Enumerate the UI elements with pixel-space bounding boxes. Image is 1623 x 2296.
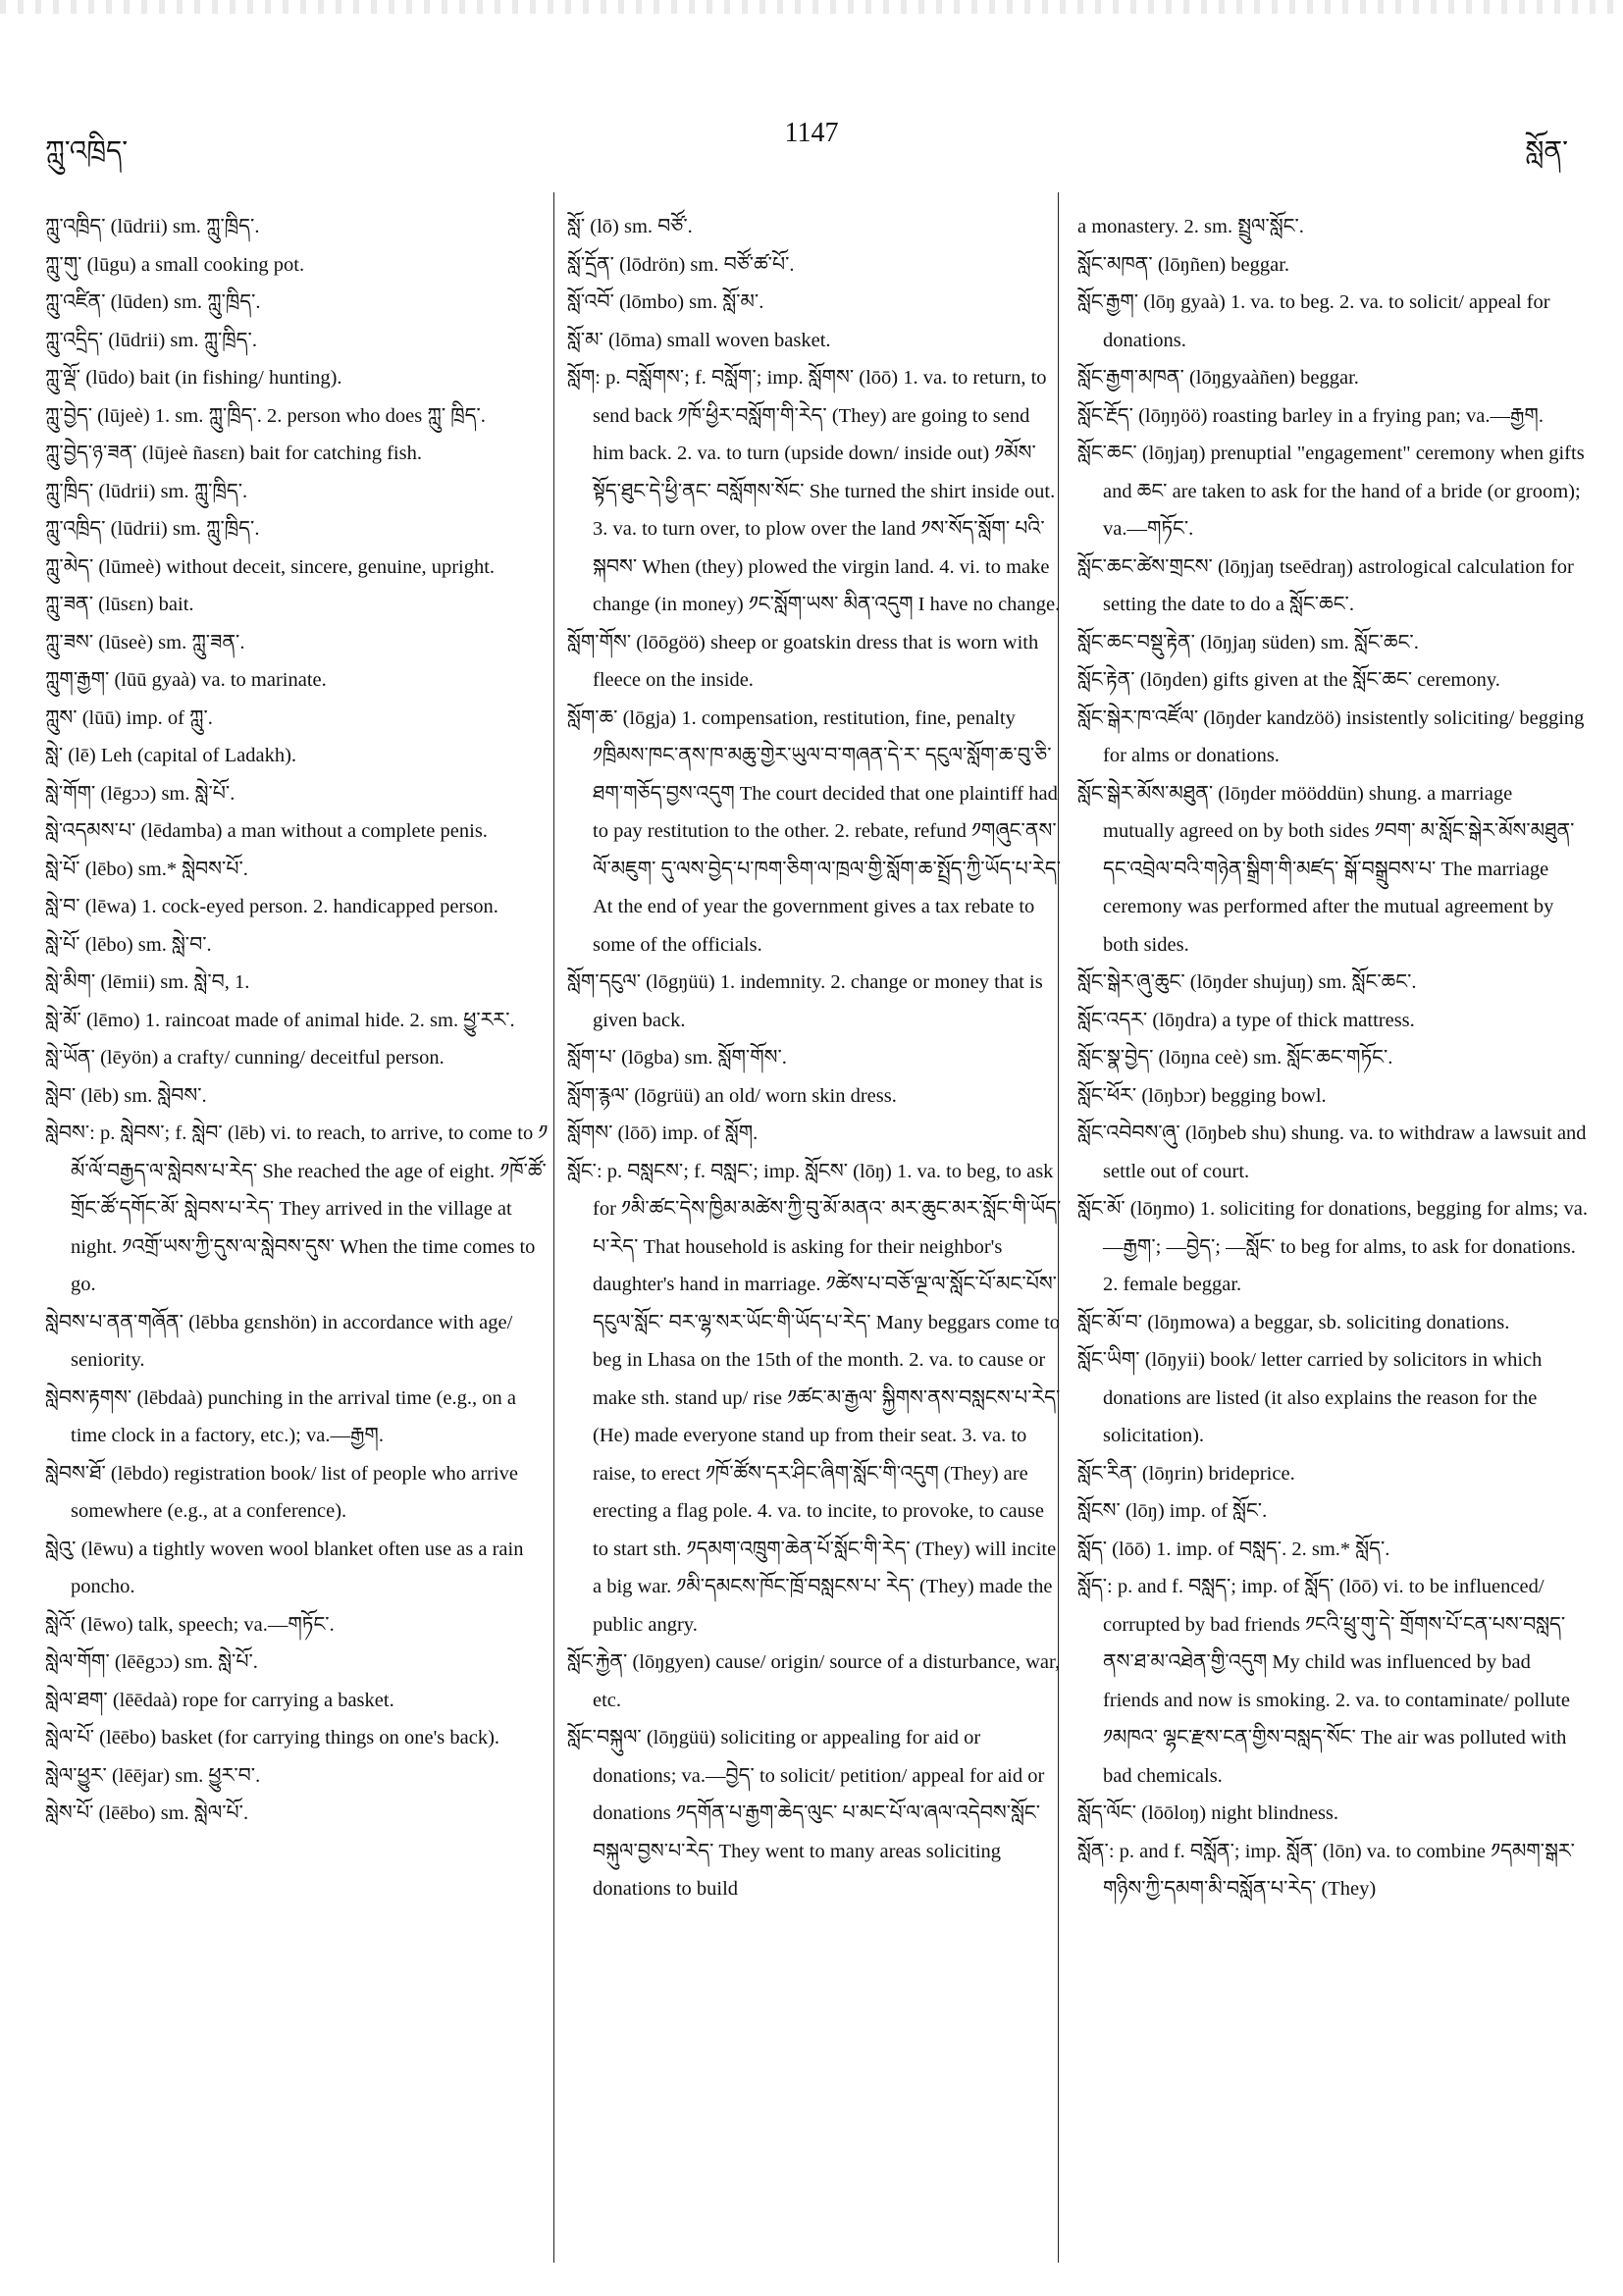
dictionary-entry: སློན་: p. and f. བསློན་; imp. སློན་ (lōn) va. to combine ༡དམག་སྒར་གཉིས་ཀྱི་དམག་མི་བསློན་པ་རེད་ (They): [1077, 1840, 1575, 1900]
dictionary-entry: ཀླུ་བྱེད་ཉ་ཟན་ (lūjeè ñasɛn) bait for catching fish.: [45, 443, 422, 464]
dictionary-entry: སླེས་པོ་ (lēēbo) sm. སླེལ་པོ་.: [45, 1802, 249, 1824]
scan-edge-artifact: [0, 0, 1623, 14]
dictionary-entry: སླེབས་པ་ནན་གཞོན་ (lēbba gɛnshön) in accordance with age/ seniority.: [45, 1311, 513, 1371]
page-number: 1147: [784, 118, 839, 148]
dictionary-entry: ཀླུག་རྒྱག་ (lūū gyaà) va. to marinate.: [45, 669, 327, 691]
dictionary-entry: སླེ་གོག་ (lēgɔɔ) sm. སླེ་པོ་.: [45, 782, 236, 805]
dictionary-entry: སློང་རྟེན་ (lōŋden) gifts given at the སློང་ཆང་ ceremony.: [1077, 669, 1500, 691]
dictionary-entry: ཀླུ་ཁྲིད་ (lūdrii) sm. ཀླུ་ཁྲིད་.: [45, 480, 248, 502]
dictionary-entry: སློག་རྙལ་ (lōgrüü) an old/ worn skin dress.: [567, 1084, 897, 1107]
dictionary-entry: སློང་སྣ་བྱེད་ (lōŋna ceè) sm. སློང་ཆང་གཏོང་.: [1077, 1047, 1393, 1069]
dictionary-entry: སླེ་མིག་ (lēmii) sm. སླེ་བ, 1.: [45, 971, 250, 993]
dictionary-entry: ཀླུ་འཁྲིད་ (lūdrii) sm. ཀླུ་ཁྲིད་.: [45, 518, 260, 540]
dictionary-entry: ཀླུ་ཟས་ (lūseè) sm. ཀླུ་ཟན་.: [45, 631, 245, 653]
dictionary-entry: སླེའུ་ (lēwu) a tightly woven wool blanket often use as a rain poncho.: [45, 1538, 524, 1597]
dictionary-entry: ཀླུ་མེད་ (lūmeè) without deceit, sincere, genuine, upright.: [45, 555, 496, 578]
dictionary-entry: སློ་འབོ་ (lōmbo) sm. སློ་མ་.: [567, 291, 764, 313]
dictionary-entry: སློག་པ་ (lōgba) sm. སློག་གོས་.: [567, 1047, 787, 1069]
dictionary-entry: སླེ་མོ་ (lēmo) 1. raincoat made of animal hide. 2. sm. ཕྱུ་རར་.: [45, 1009, 515, 1031]
dictionary-entry: སློང་: p. བསླངས་; f. བསླང་; imp. སློངས་ (lōŋ) 1. va. to beg, to ask for ༡མི་ཚང་དེས་ཁྱིམ་མཚེས་ཀྱི་བུ་མོ་མནའ་ མར་ཆུང་མར་སློང་གི་ཡོད་པ་རེད་ That household is asking for their neighbor's daughter's hand in marriage. ༡ཚེས་པ་བཅོ་ལྔ་ལ་སློང་པོ་མང་པོས་དངུལ་སློང་ བར་ལྷ་སར་ཡོང་གི་ཡོད་པ་རེད་ Many beggars come to beg in Lhasa on the 15th of the month. 2. va. to cause or make sth. stand up/ rise ༡ཚང་མ་རྒྱལ་ སྐྱིགས་ནས་བསླངས་པ་རེད་ (He) made everyone stand up from their seat. 3. va. to raise, to erect ༡ཁོ་ཚོས་དར་ཤིང་ཞིག་སློང་གི་འདུག (They) are erecting a flag pole. 4. va. to incite, to provoke, to cause to start sth. ༡དམག་འཁྲུག་ཆེན་པོ་སློང་གི་རེད་ (They) will incite a big war. ༡མི་དམངས་ཁོང་ཁྲོ་བསླངས་པ་ རེད་ (They) made the public angry.: [567, 1160, 1062, 1636]
dictionary-entry: སློང་འདར་ (lōŋdra) a type of thick mattress.: [1077, 1009, 1415, 1031]
dictionary-entry: a monastery. 2. sm. སྤྲུལ་སློང་.: [1077, 216, 1304, 237]
dictionary-entry: སློང་རྒྱག་ (lōŋ gyaà) 1. va. to beg. 2. va. to solicit/ appeal for donations.: [1077, 291, 1550, 351]
dictionary-entry: ཀླུ་བྱེད་ (lūjeè) 1. sm. ཀླུ་ཁྲིད་. 2. person who does ཀླུ་ ཁྲིད་.: [45, 404, 486, 427]
dictionary-entry: སློ་མ་ (lōma) small woven basket.: [567, 329, 831, 351]
dictionary-entry: སློང་མོ་བ་ (lōŋmowa) a beggar, sb. soliciting donations.: [1077, 1311, 1510, 1333]
dictionary-entry: སློང་མོ་ (lōŋmo) 1. soliciting for donations, begging for alms; va.—རྒྱག་; —བྱེད་; —སློང་ to beg for alms, to ask for donations. 2. female beggar.: [1077, 1198, 1588, 1295]
dictionary-entry: སློག: p. བསློགས་; f. བསློག་; imp. སློགས་ (lōō) 1. va. to return, to send back ༡ཁོ་ཕྱིར་བསློག་གི་རེད་ (They) are going to send him back. 2. va. to turn (upside down/ inside out) ༡མོས་སྟོད་ཐུང་དེ་ཕྱི་ནང་ བསློགས་སོང་ She turned the shirt inside out. 3. va. to turn over, to plow over the land ༡ས་སོད་སློག་ པའི་སྐབས་ When (they) plowed the virgin land. 4. vi. to make change (in money) ༡ང་སློག་ཡས་ མིན་འདུག I have no change.: [567, 367, 1061, 615]
right-guide-word: སློན་: [1525, 136, 1568, 167]
dictionary-entry: སླེ་པོ་ (lēbo) sm.* སླེབས་པོ་.: [45, 858, 248, 880]
dictionary-entry: སླེལ་པོ་ (lēēbo) basket (for carrying things on one's back).: [45, 1727, 500, 1748]
dictionary-entry: སློག་ཆ་ (lōgja) 1. compensation, restitution, fine, penalty ༡ཁྲིམས་ཁང་ནས་ཁ་མཆུ་གྱེར་ཡུལ་བ་གཞན་དེ་ར་ དངུལ་སློག་ཆ་བུ་ཅི་ཐག་གཅོད་བྱས་འདུག The court decided that one plaintiff had to pay restitution to the other. 2. rebate, refund ༡གཞུང་ནས་ལོ་མཇུག་ དུ་ལས་བྱེད་པ་ཁག་ཅིག་ལ་ཁྲལ་གྱི་སློག་ཆ་སྤྲོད་ཀྱི་ཡོད་པ་རེད་ At the end of year the government gives a tax rebate to some of the officials.: [567, 706, 1062, 956]
dictionary-entry: སློང་བསྐུལ་ (lōŋgüü) soliciting or appealing for aid or donations; va.—བྱེད་ to solicit/ petition/ appeal for aid or donations ༡དགོན་པ་རྒྱག་ཆེད་ལུང་ པ་མང་པོ་ལ་ཞལ་འདེབས་སློང་བསྐུལ་བྱས་པ་རེད་ They went to many areas soliciting donations to build: [567, 1727, 1045, 1900]
dictionary-entry: སློང་མཁན་ (lōŋñen) beggar.: [1077, 253, 1290, 276]
dictionary-entry: སླེབས་: p. སླེབས་; f. སླེབ་ (lēb) vi. to reach, to arrive, to come to ༡ མོ་ལོ་བརྒྱད་ལ་སླེབས་པ་རེད་ She reached the age of eight. ༡ཁོ་ཚོ་གྲོང་ཚོ་དགོང་མོ་ སླེབས་པ་རེད་ They arrived in the village at night. ༡འགྲོ་ཡས་ཀྱི་དུས་ལ་སླེབས་དུས་ When the time comes to go.: [45, 1122, 549, 1295]
dictionary-entry: སླེལ་ཕྱུར་ (lēējar) sm. ཕྱུར་བ་.: [45, 1764, 261, 1787]
left-guide-word: ཀླུ་འཁྲིད་: [45, 136, 129, 167]
dictionary-entry: སློ་དྲོན་ (lōdrön) sm. བཙོ་ཚ་པོ་.: [567, 253, 795, 276]
dictionary-entry: ཀླུ་འཛིན་ (lūden) sm. ཀླུ་ཁྲིད་.: [45, 291, 261, 313]
column-3: [1077, 208, 1588, 1908]
dictionary-entry: སླེ་བ་ (lēwa) 1. cock-eyed person. 2. handicapped person.: [45, 896, 498, 917]
dictionary-entry: ཀླུ་འདྲིད་ (lūdrii) sm. ཀླུ་ཁྲིད་.: [45, 329, 257, 351]
dictionary-entry: ཀླུ་འཁྲིད་ (lūdrii) sm. ཀླུ་ཁྲིད་.: [45, 216, 260, 237]
dictionary-entry: སློངས་ (lōŋ) imp. of སློང་.: [1077, 1500, 1268, 1522]
dictionary-entry: ཀླུས་ (lūū) imp. of ཀླུ་.: [45, 706, 213, 729]
dictionary-entry: སླེབ་ (lēb) sm. སླེབས་.: [45, 1084, 207, 1107]
dictionary-entry: ཀླུ་གུ་ (lūgu) a small cooking pot.: [45, 253, 305, 276]
dictionary-entry: སློང་རིན་ (lōŋrin) brideprice.: [1077, 1462, 1295, 1485]
dictionary-entry: སློང་རྒྱག་མཁན་ (lōŋgyaàñen) beggar.: [1077, 367, 1359, 389]
column-1: [45, 208, 555, 1833]
dictionary-entry: སློད་: p. and f. བསླད་; imp. of སློད་ (lōō) vi. to be influenced/ corrupted by bad friends ༡ངའི་ཕྲུ་གུ་དེ་ གྲོགས་པོ་ངན་པས་བསླད་ནས་ཐ་མ་འཐེན་གྱི་འདུག My child was influenced by bad friends and now is smoking. 2. va. to contaminate/ pollute ༡མཁའ་ ལྷང་རྫས་ངན་གྱིས་བསླད་སོང་ The air was polluted with bad chemicals.: [1077, 1576, 1570, 1787]
dictionary-entry: སློང་ཆང་ (lōŋjaŋ) prenuptial "engagement" ceremony when gifts and ཆང་ are taken to ask for the hand of a bride (or groom); va.—གཏོང་.: [1077, 443, 1585, 540]
dictionary-entry: སློང་འབེབས་ཞུ་ (lōŋbeb shu) shung. va. to withdraw a lawsuit and settle out of court.: [1077, 1122, 1587, 1182]
dictionary-entry: སློང་སྒེར་མོས་མཐུན་ (lōŋder mööddün) shung. a marriage mutually agreed on by both sides ༡བག་ མ་སློང་སྒེར་མོས་མཐུན་དང་འབྲེལ་བའི་གཉེན་སྒྲིག་གི་མཛད་ སྒོ་བསྒྲུབས་པ་ The marriage ceremony was performed after the mutual agreement by both sides.: [1077, 782, 1575, 956]
dictionary-entry: སློག་གོས་ (lōōgöö) sheep or goatskin dress that is worn with fleece on the inside.: [567, 631, 1039, 691]
dictionary-entry: སློང་སྒེར་ཞུ་ཆུང་ (lōŋder shujuŋ) sm. སློང་ཆང་.: [1077, 971, 1417, 993]
dictionary-entry: སློ་ (lō) sm. བཙོ་.: [567, 216, 693, 237]
dictionary-entry: སློག་དངུལ་ (lōgŋüü) 1. indemnity. 2. change or money that is given back.: [567, 971, 1043, 1031]
dictionary-entry: སླེ་ (lē) Leh (capital of Ladakh).: [45, 745, 297, 766]
dictionary-entry: སློད་ལོང་ (lōōloŋ) night blindness.: [1077, 1802, 1339, 1824]
dictionary-entry: སློགས་ (lōō) imp. of སློག.: [567, 1122, 759, 1144]
dictionary-entry: སློད་ (lōō) 1. imp. of བསླད་. 2. sm.* སློད་.: [1077, 1538, 1390, 1560]
dictionary-entry: སླེ་པོ་ (lēbo) sm. སླེ་བ་.: [45, 933, 212, 956]
dictionary-entry: སློང་ཡིག་ (lōŋyii) book/ letter carried by solicitors in which donations are listed (it also explains the reason for the solicitation).: [1077, 1349, 1543, 1446]
dictionary-entry: སླེ་ཡོན་ (lēyön) a crafty/ cunning/ deceitful person.: [45, 1047, 445, 1069]
dictionary-entry: སླེབས་ཐོ་ (lēbdo) registration book/ list of people who arrive somewhere (e.g., at a conference).: [45, 1462, 518, 1522]
dictionary-entry: སློང་ཆང་ཚེས་གྲངས་ (lōŋjaŋ tseēdraŋ) astrological calculation for setting the date to do a སློང་ཆང་.: [1077, 555, 1574, 615]
dictionary-entry: ཀླུ་ལྡོ་ (lūdo) bait (in fishing/ hunting).: [45, 367, 342, 389]
dictionary-entry: སླེའོ་ (lēwo) talk, speech; va.—གཏོང་.: [45, 1613, 335, 1636]
dictionary-entry: སློང་རྔོད་ (lōŋŋöö) roasting barley in a frying pan; va.—རྒྱག.: [1077, 404, 1544, 427]
dictionary-entry: སློང་རྐྱེན་ (lōŋgyen) cause/ origin/ source of a disturbance, war, etc.: [567, 1651, 1061, 1711]
column-2: [567, 208, 1063, 1908]
dictionary-entry: སླེལ་གོག་ (lēēgɔɔ) sm. སླེ་པོ་.: [45, 1651, 258, 1673]
dictionary-entry: སློང་ཕོར་ (lōŋbɔr) begging bowl.: [1077, 1084, 1327, 1107]
dictionary-entry: སླེ་འདམས་པ་ (lēdamba) a man without a complete penis.: [45, 820, 488, 842]
dictionary-entry: སློང་ཆང་བསྡུ་རྟེན་ (lōŋjaŋ süden) sm. སློང་ཆང་.: [1077, 631, 1419, 653]
dictionary-entry: ཀླུ་ཟན་ (lūsɛn) bait.: [45, 594, 194, 615]
dictionary-entry: སླེལ་ཐག་ (lēēdaà) rope for carrying a basket.: [45, 1689, 394, 1711]
dictionary-entry: སླེབས་རྟགས་ (lēbdaà) punching in the arrival time (e.g., on a time clock in a factory, etc.); va.—རྒྱག.: [45, 1386, 516, 1446]
dictionary-entry: སློང་སྒེར་ཁ་འཛོལ་ (lōŋder kandzöö) insistently soliciting/ begging for alms or donations.: [1077, 706, 1585, 766]
